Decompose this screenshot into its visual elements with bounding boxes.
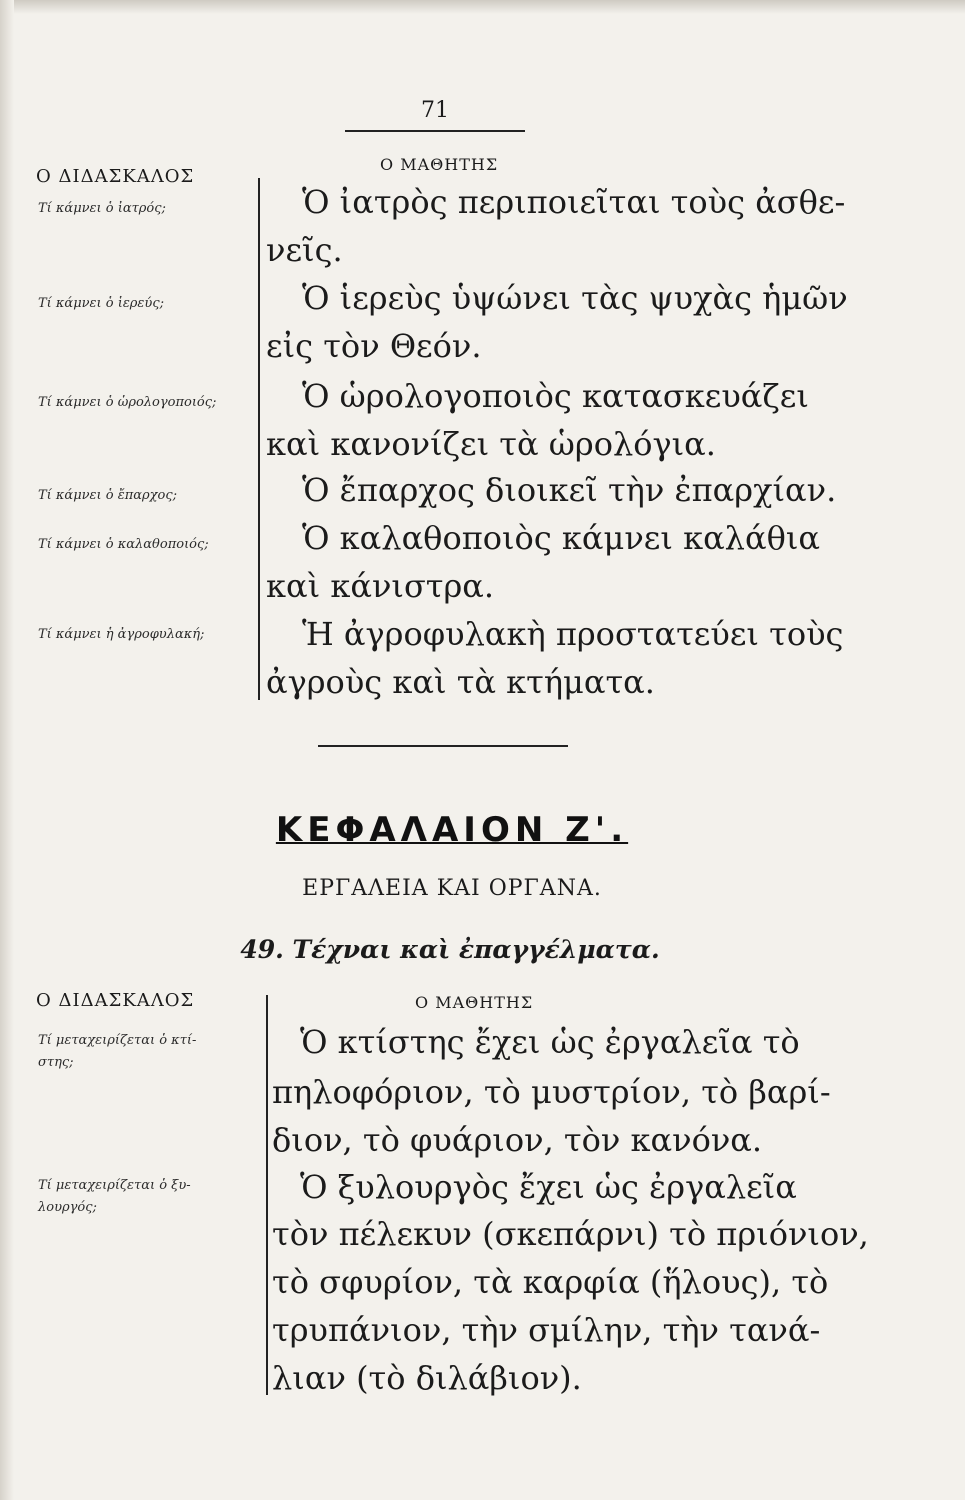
answer-line: εἰς τὸν Θεόν. [266,327,482,365]
answer-line: νεῖς. [266,231,343,269]
question: Τί κάμνει ὁ ἱερεύς; [38,296,164,311]
question: Τί κάμνει ὁ ἔπαρχος; [38,488,178,503]
answer-line: Ὁ ὡρολογοποιὸς κατασκευάζει [302,377,809,415]
answer-line: Ἡ ἀγροφυλακὴ προστατεύει τοὺς [302,615,844,653]
answer-line: τρυπάνιον, τὴν σμίλην, τὴν τανά- [272,1311,821,1349]
answer-line: λιαν (τὸ διλάβιον). [272,1359,582,1397]
column-divider-2 [266,995,268,1395]
answer-line: Ὁ ἱερεὺς ὑψώνει τὰς ψυχὰς ἡμῶν [302,279,848,317]
answer-line: διον, τὸ φυάριον, τὸν κανόνα. [272,1121,763,1159]
lesson-title: 49. Τέχναι καὶ ἐπαγγέλματα. [240,935,660,964]
teacher-heading-1: Ο ΔΙΔΑΣΚΑΛΟΣ [36,166,195,187]
answer-line: τὸν πέλεκυν (σκεπάρνι) τὸ πριόνιον, [272,1215,869,1253]
answer-line: Ὁ ἔπαρχος διοικεῖ τὴν ἐπαρχίαν. [302,471,837,509]
answer-line: Ὁ κτίστης ἔχει ὡς ἐργαλεῖα τὸ [300,1023,800,1061]
page-shadow-top [0,0,965,14]
answer-line: Ὁ καλαθοποιὸς κάμνει καλάθια [302,519,820,557]
question: Τί κάμνει ὁ καλαθοποιός; [38,537,209,552]
question: Τί κάμνει ἡ ἀγροφυλακή; [38,627,205,642]
answer-line: ἀγροὺς καὶ τὰ κτήματα. [266,663,655,701]
question: Τί κάμνει ὁ ἰατρός; [38,201,166,216]
answer-line: καὶ κανονίζει τὰ ὡρολόγια. [266,425,716,463]
column-divider-1 [258,178,260,700]
question: Τί κάμνει ὁ ὡρολογοποιός; [38,395,217,410]
student-heading-2: Ο ΜΑΘΗΤΗΣ [415,993,534,1012]
chapter-subtitle: ΕΡΓΑΛΕΙΑ ΚΑΙ ΟΡΓΑΝΑ. [302,876,602,901]
answer-line: Ὁ ξυλουργὸς ἔχει ὡς ἐργαλεῖα [300,1168,797,1206]
page-number: 71 [421,98,449,123]
answer-line: πηλοφόριον, τὸ μυστρίον, τὸ βαρί- [272,1073,831,1111]
section-rule [318,745,568,747]
question: Τί μεταχειρίζεται ὁ κτί- στης; [38,1033,197,1070]
answer-line: Ὁ ἰατρὸς περιποιεῖται τοὺς ἀσθε- [302,183,846,221]
chapter-title: ΚΕΦΑΛΑΙΟΝ Ζ'. [275,810,629,850]
teacher-heading-2: Ο ΔΙΔΑΣΚΑΛΟΣ [36,990,195,1011]
header-rule [345,130,525,132]
answer-line: καὶ κάνιστρα. [266,567,495,605]
student-heading-1: Ο ΜΑΘΗΤΗΣ [380,155,499,174]
page-shadow-left [0,0,14,1500]
question: Τί μεταχειρίζεται ὁ ξυ- λουργός; [38,1178,191,1215]
answer-line: τὸ σφυρίον, τὰ καρφία (ἥλους), τὸ [272,1263,829,1301]
